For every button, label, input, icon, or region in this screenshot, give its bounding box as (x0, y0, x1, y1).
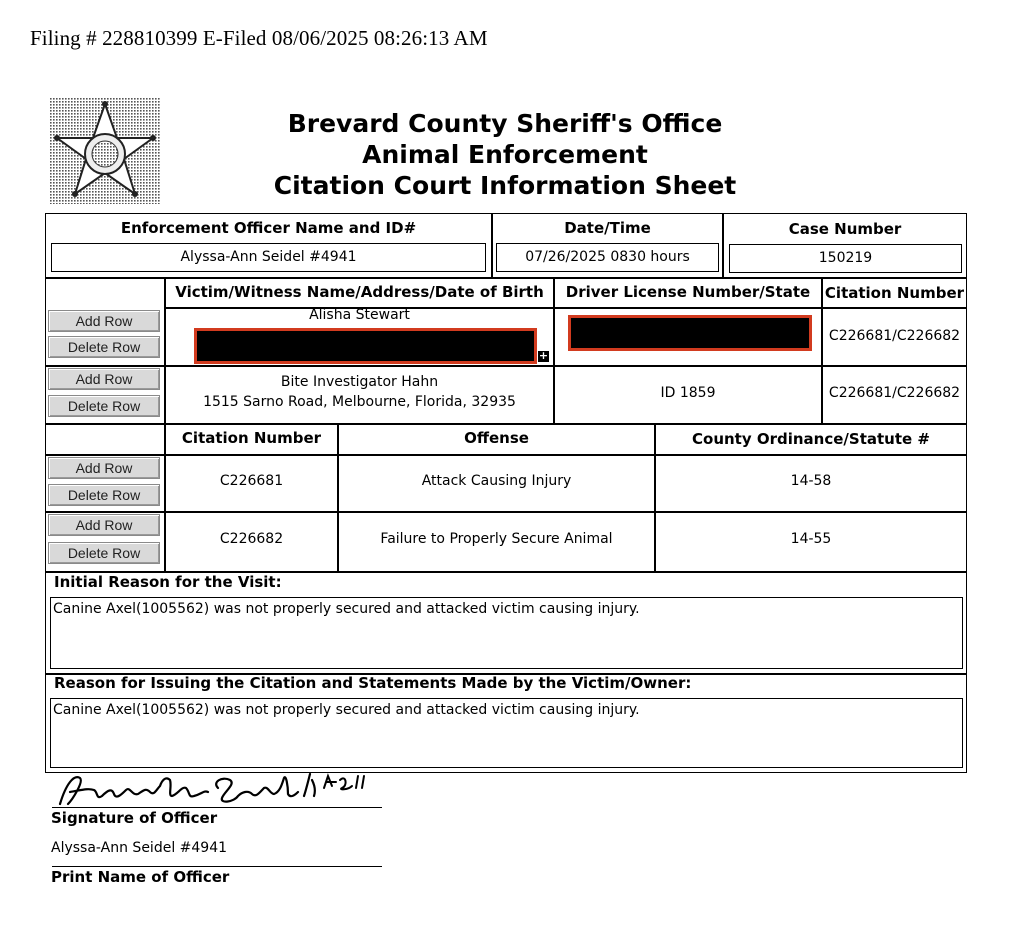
expand-plus-icon[interactable]: + (538, 349, 549, 362)
witness-address: 1515 Sarno Road, Melbourne, Florida, 32935 (203, 394, 516, 410)
witness-license: ID 1859 (660, 385, 716, 401)
delete-row-button[interactable]: Delete Row (48, 395, 160, 417)
filing-stamp: Filing # 228810399 E-Filed 08/06/2025 08:26:13 AM (30, 26, 488, 50)
victim-name: Alisha Stewart (309, 307, 410, 323)
printed-officer-name: Alyssa-Ann Seidel #4941 (51, 840, 228, 856)
initial-reason-textarea[interactable]: Canine Axel(1005562) was not properly secured and attacked victim causing injury. (50, 597, 963, 669)
add-row-button[interactable]: Add Row (48, 514, 160, 536)
datetime-field[interactable]: 07/26/2025 0830 hours (496, 243, 719, 272)
title-line-2: Animal Enforcement (362, 140, 648, 169)
delete-row-button[interactable]: Delete Row (48, 336, 160, 358)
document-title (250, 108, 760, 201)
title-line-3: Citation Court Information Sheet (273, 171, 737, 200)
officer-name-header: Enforcement Officer Name and ID# (120, 219, 417, 237)
datetime-header: Date/Time (564, 219, 651, 237)
delete-row-button[interactable]: Delete Row (48, 484, 160, 506)
initial-reason-label: Initial Reason for the Visit: (54, 573, 282, 591)
add-row-button[interactable]: Add Row (48, 310, 160, 332)
officer-name-field[interactable]: Alyssa-Ann Seidel #4941 (51, 243, 486, 272)
add-row-button[interactable]: Add Row (48, 457, 160, 479)
witness-citation-number: C226681/C226682 (828, 385, 961, 401)
ordinance-number: 14-58 (790, 473, 832, 489)
redacted-address-field (194, 328, 537, 364)
ordinance-header: County Ordinance/Statute # (692, 430, 930, 448)
offense-description: Attack Causing Injury (421, 473, 572, 489)
citation-form (45, 213, 967, 773)
officer-signature (52, 766, 382, 812)
issuing-reason-label: Reason for Issuing the Citation and Statements Made by the Victim/Owner: (54, 674, 692, 692)
offense-description: Failure to Properly Secure Animal (380, 531, 613, 547)
title-line-1: Brevard County Sheriff's Office (287, 109, 723, 138)
ordinance-number: 14-55 (790, 531, 832, 547)
sheriff-star-badge-icon (50, 98, 160, 204)
redacted-license-field (568, 315, 812, 351)
victim-citation-number: C226681/C226682 (828, 328, 961, 344)
offense-header: Offense (464, 429, 529, 447)
issuing-reason-textarea[interactable]: Canine Axel(1005562) was not properly secured and attacked victim causing injury. (50, 698, 963, 768)
add-row-button[interactable]: Add Row (48, 368, 160, 390)
citation-number-header: Citation Number (824, 284, 965, 302)
offense-citation-number: C226681 (219, 473, 284, 489)
witness-name: Bite Investigator Hahn (280, 374, 439, 390)
victim-witness-header: Victim/Witness Name/Address/Date of Birth (175, 283, 544, 301)
offense-citation-number: C226682 (219, 531, 284, 547)
case-number-header: Case Number (788, 220, 902, 238)
offense-citation-header: Citation Number (181, 429, 322, 447)
signature-label: Signature of Officer (51, 809, 218, 827)
print-name-label: Print Name of Officer (51, 868, 230, 886)
case-number-field[interactable]: 150219 (729, 244, 962, 273)
driver-license-header: Driver License Number/State (565, 283, 811, 301)
delete-row-button[interactable]: Delete Row (48, 542, 160, 564)
